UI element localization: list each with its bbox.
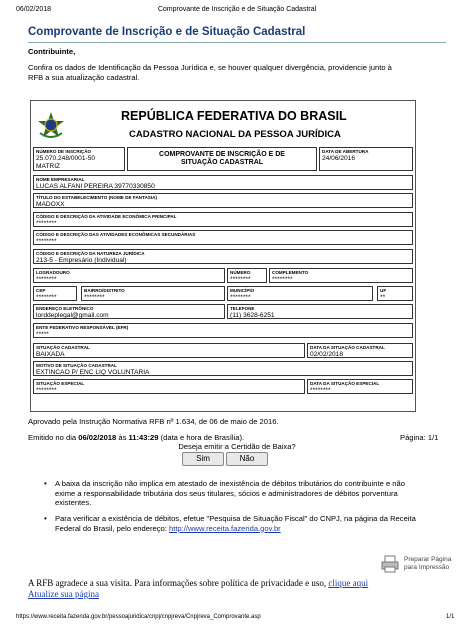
especial-box	[33, 379, 305, 394]
complemento-value: ********	[272, 276, 293, 283]
logradouro-value: ********	[36, 276, 57, 283]
inscricao-value: 25.070.248/0001-50	[36, 155, 96, 162]
greeting: Contribuinte,	[28, 47, 76, 56]
telefone-label: TELEFONE	[230, 306, 255, 311]
bullet-icon: •	[44, 514, 47, 523]
notice-debitos	[55, 514, 423, 533]
registry-title: CADASTRO NACIONAL DA PESSOA JURÍDICA	[129, 129, 341, 140]
situacao-value: BAIXADA	[36, 351, 65, 358]
natureza-label: CÓDIGO E DESCRIÇÃO DA NATUREZA JURÍDICA	[36, 251, 145, 256]
telefone-value: (11) 3628-6251	[230, 312, 275, 319]
privacy-link[interactable]: clique aqui	[328, 578, 369, 588]
numero-value: ********	[230, 276, 251, 283]
footer-url: https://www.receita.fazenda.gov.br/pessoajuridica/cnpj/cnpjreva/Cnpjreva_Comprovante.asp	[16, 614, 261, 620]
emission-prefix: Emitido no dia	[28, 433, 79, 442]
data-situacao-value: 02/02/2018	[310, 351, 344, 358]
data-especial-label: DATA DA SITUAÇÃO ESPECIAL	[310, 381, 380, 386]
sim-button[interactable]: Sim	[182, 452, 224, 466]
data-especial-box	[307, 379, 413, 394]
nome-box	[33, 175, 413, 190]
abertura-value: 24/06/2016	[322, 155, 356, 162]
bairro-label: BAIRRO/DISTRITO	[84, 288, 125, 293]
motivo-value: EXTINCAO P/ ENC LIQ VOLUNTARIA	[36, 369, 150, 376]
logradouro-box	[33, 268, 225, 283]
fantasia-label: TÍTULO DO ESTABELECIMENTO (NOME DE FANTASIA)	[36, 195, 157, 200]
email-label: ENDEREÇO ELETRÔNICO	[36, 306, 94, 311]
footer-text	[28, 578, 448, 588]
certificate	[30, 100, 416, 412]
bairro-value: ********	[84, 294, 105, 301]
complemento-label: COMPLEMENTO	[272, 270, 309, 275]
data-especial-value: ********	[310, 387, 331, 394]
print-button-line2: para Impressão	[404, 564, 450, 571]
rfb-link[interactable]: http://www.receita.fazenda.gov.br	[168, 523, 281, 533]
update-page-row	[28, 589, 99, 599]
natureza-value: 213-5 - Empresário (Individual)	[36, 257, 127, 264]
republic-title: REPÚBLICA FEDERATIVA DO BRASIL	[121, 109, 347, 123]
natureza-box	[33, 249, 413, 264]
printer-icon	[380, 554, 400, 574]
title-divider	[28, 42, 446, 43]
efr-label: ENTE FEDERATIVO RESPONSÁVEL (EFR)	[36, 325, 129, 330]
especial-label: SITUAÇÃO ESPECIAL	[36, 381, 85, 386]
nao-button[interactable]: Não	[226, 452, 268, 466]
email-value: lorddeplegal@gmail.com	[36, 312, 109, 319]
emission-suffix: (data e hora de Brasília).	[158, 433, 245, 442]
municipio-label: MUNICÍPIO	[230, 288, 255, 293]
cep-label: CEP	[36, 288, 46, 293]
numero-box	[227, 268, 267, 283]
efr-value: *****	[36, 331, 49, 338]
telefone-box	[227, 304, 413, 319]
motivo-box	[33, 361, 413, 376]
cep-box	[33, 286, 77, 301]
inscricao-box	[33, 147, 125, 171]
notice-debitos-text: Para verificar a existência de débitos, efetue "Pesquisa de Situação Fiscal" do CNPJ, na página da Receita Federal do Brasil, pelo endereço:	[55, 514, 416, 533]
emission-date: 06/02/2018	[78, 433, 117, 442]
cep-value: ********	[36, 294, 57, 301]
emission-time: 11:43:29	[128, 433, 159, 442]
footer-message: A RFB agradece a sua visita. Para informações sobre política de privacidade e uso,	[28, 578, 329, 588]
approval-text: Aprovado pela Instrução Normativa RFB nº 1.634, de 06 de maio de 2016.	[28, 417, 279, 426]
especial-value: ********	[36, 387, 57, 394]
footer-page: 1/1	[446, 614, 455, 620]
print-date: 06/02/2018	[16, 6, 52, 13]
inscricao-type: MATRIZ	[36, 162, 61, 170]
abertura-label: DATA DE ABERTURA	[322, 149, 369, 154]
uf-label: UF	[380, 288, 387, 293]
ativ-principal-value: ********	[36, 220, 57, 227]
ativ-principal-box	[33, 212, 413, 227]
fantasia-value: MADOXX	[36, 201, 65, 208]
numero-label: NÚMERO	[230, 270, 251, 275]
fantasia-box	[33, 193, 413, 208]
print-button-line1: Preparar Página	[404, 556, 452, 563]
print-page-title: Comprovante de Inscrição e de Situação Cadastral	[157, 6, 317, 13]
coat-of-arms-icon	[37, 111, 65, 141]
update-page-link[interactable]: Atualize sua página	[28, 589, 99, 599]
notice-baixa: A baixa da inscrição não implica em atestado de inexistência de débitos tributários do contribuinte e não exime a responsabilidade tributária dos seus titulares, sócios e administradores de débitos porventura existentes.	[55, 479, 405, 507]
complemento-box	[269, 268, 413, 283]
document-title: COMPROVANTE DE INSCRIÇÃO E DE SITUAÇÃO CADASTRAL	[127, 147, 317, 171]
motivo-label: MOTIVO DE SITUAÇÃO CADASTRAL	[36, 363, 117, 368]
certidao-question: Deseja emitir a Certidão de Baixa?	[178, 442, 296, 451]
bullet-icon: •	[44, 479, 47, 488]
ativ-secundaria-label: CÓDIGO E DESCRIÇÃO DAS ATIVIDADES ECONÔMICAS SECUNDÁRIAS	[36, 232, 196, 237]
logradouro-label: LOGRADOURO	[36, 270, 70, 275]
data-situacao-label: DATA DA SITUAÇÃO CADASTRAL	[310, 345, 385, 350]
page-title: Comprovante de Inscrição e de Situação Cadastral	[28, 26, 306, 38]
email-box	[33, 304, 225, 319]
print-page-button[interactable]	[378, 552, 458, 578]
municipio-box	[227, 286, 373, 301]
ativ-principal-label: CÓDIGO E DESCRIÇÃO DA ATIVIDADE ECONÔMICA PRINCIPAL	[36, 214, 177, 219]
bairro-box	[81, 286, 225, 301]
uf-value: **	[380, 294, 386, 301]
ativ-secundaria-box	[33, 230, 413, 245]
efr-box	[33, 323, 413, 338]
emission-mid: às	[116, 433, 129, 442]
situacao-box	[33, 343, 305, 358]
municipio-value: ********	[230, 294, 251, 301]
page-number: Página: 1/1	[400, 433, 439, 442]
abertura-box	[319, 147, 413, 171]
data-situacao-box	[307, 343, 413, 358]
nome-value: LUCAS ALFANI PEREIRA 39770330850	[36, 183, 155, 190]
ativ-secundaria-value: ********	[36, 238, 57, 245]
inscricao-label: NÚMERO DE INSCRIÇÃO	[36, 149, 92, 154]
situacao-label: SITUAÇÃO CADASTRAL	[36, 345, 90, 350]
uf-box	[377, 286, 413, 301]
nome-label: NOME EMPRESARIAL	[36, 177, 85, 182]
intro-text: Confira os dados de Identificação da Pessoa Jurídica e, se houver qualquer divergência, providencie junto à RFB a sua atualização cadastral.	[28, 63, 392, 82]
